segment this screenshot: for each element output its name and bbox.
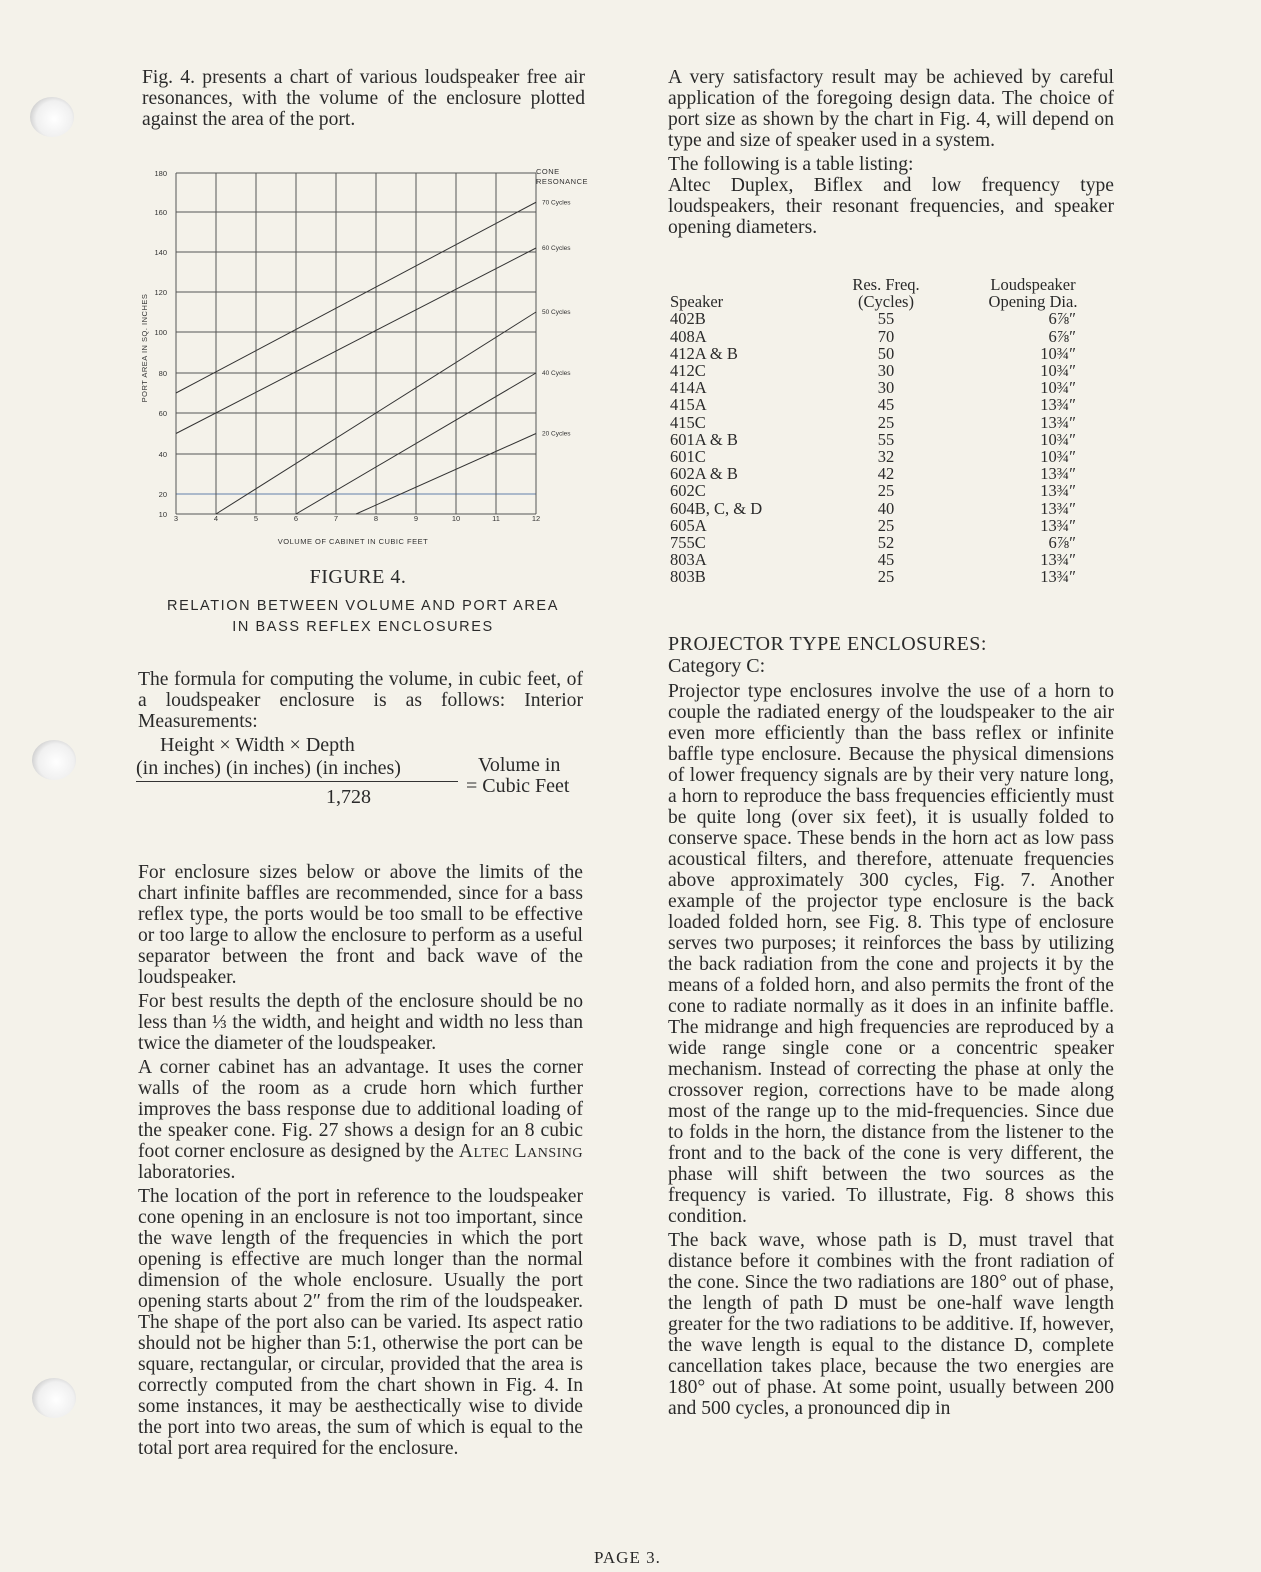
paragraph-table-intro: The following is a table listing: (668, 154, 914, 175)
table-row (670, 482, 1114, 499)
chart-x-axis-label: VOLUME OF CABINET IN CUBIC FEET (277, 537, 429, 546)
cell-opening-dia: 10¾″ (1040, 343, 1076, 363)
paragraph-back-wave: The back wave, whose path is D, must travel that distance before it combines with the front radiation of the cone. Since the two radiations are 180° out of phase, the length of path D must be one-half wave length greater for the two radiations to be additive. If, however, the wave length is equal to the distance D, complete cancellation takes place, because the two energies are 180° out of phase. At some point, usually between 200 and 500 cycles, a pronounced dip in (668, 1230, 1114, 1419)
formula-fraction-line (136, 781, 458, 782)
series-label: 20 Cycles (542, 430, 571, 438)
cell-res-freq: 30 (877, 378, 895, 398)
series-line (356, 434, 536, 515)
chart-grid (176, 173, 536, 514)
cell-speaker: 402B (670, 309, 706, 329)
formula-numerator: Height × Width × Depth (160, 734, 355, 756)
x-tick-label: 4 (213, 514, 219, 523)
cell-opening-dia: 6⅞″ (1048, 533, 1076, 553)
left-body-text (138, 862, 583, 1462)
figure-caption-line-2: IN BASS REFLEX ENCLOSURES (232, 619, 494, 635)
section-heading-projector: PROJECTOR TYPE ENCLOSURES: (668, 633, 987, 655)
series-label: 40 Cycles (542, 370, 571, 377)
table-row (670, 465, 1114, 482)
y-tick-label: 140 (154, 248, 167, 257)
left-intro-paragraph: Fig. 4. presents a chart of various loudspeaker free air resonances, with the volume of the enclosure plotted against the area of the port. (142, 67, 585, 130)
y-tick-label: 40 (158, 450, 167, 459)
cell-speaker: 601C (670, 447, 706, 467)
cell-opening-dia: 10¾″ (1040, 361, 1076, 381)
series-label: 60 Cycles (542, 245, 571, 252)
cell-opening-dia: 13¾″ (1040, 395, 1076, 415)
table-row (670, 345, 1114, 362)
cell-res-freq: 40 (877, 498, 895, 518)
formula-units: (in inches) (in inches) (in inches) (136, 757, 401, 779)
table-row (670, 328, 1114, 345)
x-tick-label: 7 (333, 514, 339, 523)
y-tick-label: 120 (154, 288, 167, 297)
table-row (670, 431, 1114, 448)
figure-4-chart (138, 162, 598, 557)
series-line (176, 248, 536, 434)
table-row (670, 534, 1114, 551)
cell-res-freq: 45 (877, 550, 895, 570)
cell-opening-dia: 10¾″ (1040, 429, 1076, 449)
cell-res-freq: 25 (877, 515, 895, 535)
x-tick-label: 10 (451, 514, 461, 523)
cell-speaker: 755C (670, 533, 706, 553)
cell-res-freq: 55 (877, 429, 895, 449)
cell-res-freq: 45 (877, 395, 895, 415)
header-opening-dia: Opening Dia. (988, 292, 1078, 312)
paragraph-enclosure-sizes: For enclosure sizes below or above the limits of the chart infinite baffles are recommended, since for a bass reflex type, the ports would be too small to be effective or too large to allow the enclosure to perform as a useful separator between the front and back wave of the loudspeaker. (138, 862, 583, 988)
table-header-row-2 (670, 293, 1114, 310)
series-line (176, 202, 536, 393)
table-row (670, 379, 1114, 396)
cell-opening-dia: 13¾″ (1040, 412, 1076, 432)
speaker-table (670, 276, 1114, 586)
cell-speaker: 602A & B (670, 464, 738, 484)
cell-speaker: 601A & B (670, 429, 738, 449)
y-tick-label: 10 (158, 510, 167, 519)
cell-speaker: 415C (670, 412, 706, 432)
formula-result-line-2: = Cubic Feet (466, 775, 570, 797)
cell-res-freq: 50 (877, 343, 895, 363)
y-tick-label: 20 (158, 490, 167, 499)
header-speaker: Speaker (670, 292, 724, 312)
cell-opening-dia: 10¾″ (1040, 378, 1076, 398)
cell-opening-dia: 13¾″ (1040, 567, 1076, 587)
figure-caption (138, 596, 588, 638)
formula-denominator: 1,728 (326, 786, 371, 808)
cell-res-freq: 25 (877, 481, 895, 501)
y-tick-label: 100 (154, 328, 167, 337)
table-row (670, 396, 1114, 413)
cell-res-freq: 30 (877, 361, 895, 381)
y-tick-label: 160 (154, 208, 167, 217)
page-number: PAGE 3. (594, 1548, 661, 1567)
x-tick-label: 9 (413, 514, 419, 523)
header-res-freq: Res. Freq. (852, 275, 920, 294)
right-intro (668, 67, 1114, 241)
cell-res-freq: 52 (877, 533, 895, 553)
table-row (670, 551, 1114, 568)
punch-hole-top (30, 97, 74, 137)
cell-speaker: 605A (670, 515, 707, 535)
punch-hole-bottom (32, 1378, 76, 1418)
cell-opening-dia: 6⅞″ (1048, 326, 1076, 346)
brand-name: Altec Lansing (458, 1141, 583, 1162)
series-label: 70 Cycles (542, 199, 571, 207)
cell-opening-dia: 13¾″ (1040, 498, 1076, 518)
table-row (670, 448, 1114, 465)
paragraph-port-location: The location of the port in reference to the loudspeaker cone opening in an enclosure is not too important, since the wave length of the frequencies in which the port opening is effective are much longer than the normal dimension of the whole enclosure. Usually the port opening starts about 2″ from the rim of the loudspeaker. The shape of the port also can be varied. Its aspect ratio should not be higher than 5:1, otherwise the port can be square, rectangular, or circular, provided that the area is correctly computed from the chart shown in Fig. 4. In some instances, it may be aesthectically wise to divide the port into two areas, the sum of which is equal to the total port area required for the enclosure. (138, 1186, 583, 1459)
paragraph-best-results: For best results the depth of the enclosure should be no less than ⅓ the width, and height and width no less than twice the diameter of the loudspeaker. (138, 991, 583, 1054)
cell-speaker: 602C (670, 481, 706, 501)
cell-opening-dia: 13¾″ (1040, 464, 1076, 484)
x-tick-label: 8 (373, 514, 379, 523)
formula-intro: The formula for computing the volume, in cubic feet, of a loudspeaker enclosure is as follows: Interior Measurements: (138, 669, 583, 732)
table-row (670, 362, 1114, 379)
table-row (670, 414, 1114, 431)
y-tick-label: 80 (158, 369, 167, 378)
section-category: Category C: (668, 655, 766, 677)
x-tick-label: 5 (253, 514, 259, 523)
cell-res-freq: 55 (877, 309, 895, 329)
header-cycles: (Cycles) (858, 292, 914, 312)
cell-speaker: 415A (670, 395, 707, 415)
cell-res-freq: 32 (877, 447, 895, 467)
cell-speaker: 803B (670, 567, 706, 587)
chart-x-ticks (174, 514, 540, 523)
cell-opening-dia: 13¾″ (1040, 515, 1076, 535)
paragraph-satisfactory-result: A very satisfactory result may be achieved by careful application of the foregoing design data. The choice of port size as shown by the chart in Fig. 4, will depend on type and size of speaker used in a system. (668, 67, 1114, 151)
cell-res-freq: 42 (877, 464, 895, 484)
table-row (670, 310, 1114, 327)
punch-hole-middle (32, 740, 76, 780)
formula-result-line-1: Volume in (478, 754, 561, 776)
chart-y-ticks (154, 169, 167, 519)
paragraph-table-description: Altec Duplex, Biflex and low frequency type loudspeakers, their resonant frequencies, and speaker opening diameters. (668, 175, 1114, 238)
legend-title-resonance: RESONANCE (536, 177, 589, 186)
cell-opening-dia: 13¾″ (1040, 550, 1076, 570)
y-tick-label: 180 (154, 169, 167, 178)
series-label: 50 Cycles (542, 309, 571, 316)
figure-title: FIGURE 4. (309, 566, 407, 588)
table-header-row-1 (670, 276, 1114, 293)
right-body-text (668, 681, 1114, 1422)
cell-opening-dia: 10¾″ (1040, 447, 1076, 467)
table-row (670, 517, 1114, 534)
chart-y-axis-label: PORT AREA IN SQ. INCHES (140, 293, 149, 403)
legend-title-cone: CONE (536, 167, 560, 176)
speaker-table-body (670, 310, 1114, 585)
cell-speaker: 803A (670, 550, 707, 570)
header-loudspeaker: Loudspeaker (990, 275, 1076, 294)
table-row (670, 568, 1114, 585)
cell-opening-dia: 13¾″ (1040, 481, 1076, 501)
x-tick-label: 6 (293, 514, 299, 523)
y-tick-label: 60 (158, 409, 167, 418)
figure-caption-line-1: RELATION BETWEEN VOLUME AND PORT AREA (167, 598, 559, 614)
cell-speaker: 412C (670, 361, 706, 381)
paragraph-corner-cabinet: A corner cabinet has an advantage. It uses the corner walls of the room as a crude horn which further improves the bass response due to additional loading of the speaker cone. Fig. 27 shows a design for an 8 cubic foot corner enclosure as designed by the Altec Lansing laboratories. (138, 1057, 583, 1183)
cell-speaker: 604B, C, & D (670, 498, 763, 518)
cell-opening-dia: 6⅞″ (1048, 309, 1076, 329)
paragraph-projector-type: Projector type enclosures involve the use of a horn to couple the radiated energy of the loudspeaker to the air even more efficiently than the bass reflex or infinite baffle type enclosure. Because the physical dimensions of lower frequency signals are by their very nature long, a horn to reproduce the bass frequencies efficiently must be quite long (over six feet), it is usually folded to conserve space. These bends in the horn act as low pass acoustical filters, and therefore, attenuate frequencies above approximately 300 cycles, Fig. 7. Another example of the projector type enclosure is the back loaded folded horn, see Fig. 8. This type of enclosure serves two purposes; it reinforces the bass by utilizing the back radiation from the cone and projects it by the means of a folded horn, and also permits the front of the cone to radiate normally as it does in an infinite baffle. The midrange and high frequencies are reproduced by a wide range single cone or a concentric speaker mechanism. Instead of correcting the phase at only the crossover region, corrections have to be made along most of the range up to the mid-frequencies. Since due to folds in the horn, the distance from the listener to the front and to the back of the cone is very different, the phase will shift between the two sources as the frequency is varied. To illustrate, Fig. 8 shows this condition. (668, 681, 1114, 1227)
header-blank (670, 276, 820, 293)
cell-speaker: 414A (670, 378, 707, 398)
x-tick-label: 12 (531, 514, 541, 523)
cell-speaker: 412A & B (670, 343, 738, 363)
cell-speaker: 408A (670, 326, 707, 346)
cell-res-freq: 25 (877, 567, 895, 587)
x-tick-label: 11 (492, 514, 500, 523)
x-tick-label: 3 (173, 514, 179, 523)
cell-res-freq: 70 (877, 326, 895, 346)
cell-res-freq: 25 (877, 412, 895, 432)
table-row (670, 500, 1114, 517)
chart-series-labels (542, 199, 571, 437)
chart-series-lines (176, 202, 536, 514)
